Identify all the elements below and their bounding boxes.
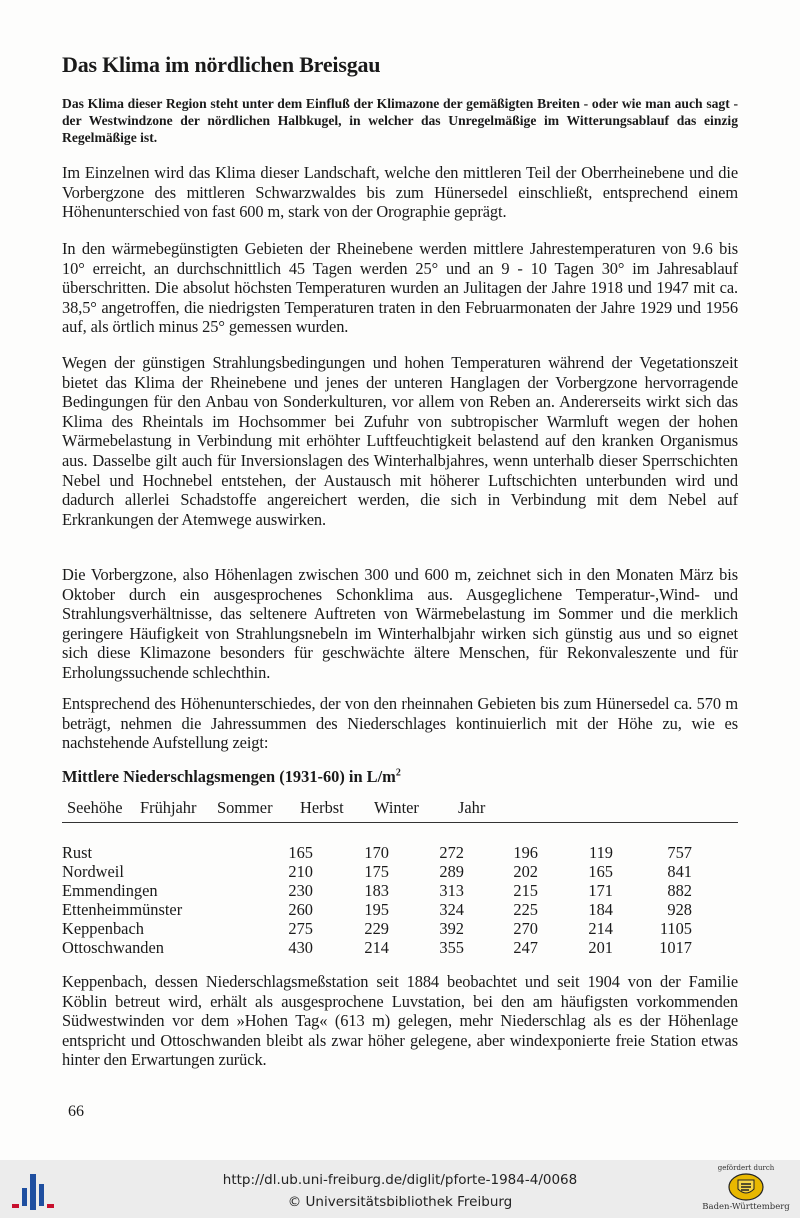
table-cell: 313 <box>439 881 464 900</box>
table-cell: 757 <box>667 843 692 862</box>
permalink-url[interactable]: http://dl.ub.uni-freiburg.de/diglit/pforte-1984-4/0068 <box>222 1172 578 1188</box>
table-row <box>62 862 692 881</box>
table-title <box>62 767 401 787</box>
table-row <box>62 938 692 957</box>
table-cell: 202 <box>513 862 538 881</box>
station-name: Emmendingen <box>62 881 158 900</box>
station-name: Ettenheimmünster <box>62 900 183 919</box>
table-header-cell: Jahr <box>458 798 486 817</box>
sponsor-name: Baden-Württemberg <box>702 1202 790 1212</box>
table-cell: 165 <box>588 862 613 881</box>
table-cell: 184 <box>588 900 613 919</box>
table-cell: 201 <box>588 938 613 957</box>
table-row <box>62 919 692 938</box>
table-header-cell: Seehöhe <box>67 798 123 817</box>
copyright-text: © Universitätsbibliothek Freiburg <box>287 1194 513 1210</box>
table-cell: 355 <box>439 938 464 957</box>
table-cell: 230 <box>288 881 313 900</box>
station-name: Keppenbach <box>62 919 144 938</box>
paragraph-5: Entsprechend des Höhenunterschiedes, der von den rheinnahen Gebieten bis zum Hünersedel ca. 570 m beträgt, nehmen die Jahressummen des Niederschlages kontinuierlich mit der Höhe zu, wie es nachstehende Aufstellung zeigt: <box>62 694 738 753</box>
paragraph-3: Wegen der günstigen Strahlungsbedingungen und hohen Temperaturen während der Vegetationszeit bietet das Klima der Rheinebene und jenes der unteren Hanglagen der Vorbergzone hervorragende Bedingungen für den Anbau von Sonderkulturen, vor allem von Reben an. Andererseits wirkt sich das Klima des Rheintals im Hochsommer bei Zufuhr von subtropischer Warmluft wegen der hohen Wärmebelastung in Verbindung mit erhöhter Luftfeuchtigkeit belastend auf den kranken Organismus aus. Dasselbe gilt auch für Inversionslagen des Winterhalbjahres, wenn unterhalb dieser Sperrschichten Nebel und Hochnebel entstehen, der Austausch mit höherer Luftschichten unterbunden wird und dadurch allerlei Schadstoffe angereichert werden, die sich in Verbindung mit dem Nebel auf Erkrankungen der Atemwege auswirken. <box>62 353 738 529</box>
table-header-cell: Herbst <box>300 798 344 817</box>
footer-bar <box>0 1160 800 1218</box>
table-cell: 928 <box>667 900 692 919</box>
table-cell: 196 <box>513 843 538 862</box>
table-cell: 1017 <box>659 938 692 957</box>
table-cell: 119 <box>589 843 613 862</box>
table-cell: 1105 <box>659 919 692 938</box>
table-cell: 175 <box>364 862 389 881</box>
table-title-text: Mittlere Niederschlagsmengen (1931-60) in L/m <box>62 767 396 786</box>
table-cell: 214 <box>364 938 389 957</box>
article-lead: Das Klima dieser Region steht unter dem Einfluß der Klimazone der gemäßigten Breiten - oder wie man auch sagt - der Westwindzone der nördlichen Halbkugel, in welcher das Unregelmäßige im Witterungsablauf das einzig Regelmäßige ist. <box>62 96 738 145</box>
table-cell: 260 <box>288 900 313 919</box>
table-row <box>62 843 692 862</box>
table-cell: 247 <box>513 938 538 957</box>
table-title-superscript: 2 <box>395 767 401 779</box>
table-cell: 324 <box>439 900 464 919</box>
table-cell: 392 <box>439 919 464 938</box>
table-cell: 882 <box>667 881 692 900</box>
table-cell: 171 <box>588 881 613 900</box>
page-number: 66 <box>68 1103 84 1120</box>
table-cell: 272 <box>439 843 464 862</box>
table-cell: 229 <box>364 919 389 938</box>
table-cell: 289 <box>439 862 464 881</box>
closing-paragraph: Keppenbach, dessen Niederschlagsmeßstation seit 1884 beobachtet und seit 1904 von der Familie Köblin betreut wird, erhält als ausgesprochene Luvstation, bei den am häufigsten vorkommenden Südwestwinden vor dem »Hohen Tag« (613 m) gelegen, mehr Niederschlag als es der Höhenlage entspricht und Ottoschwanden bleibt als zwar höher gelegene, aber windexponierte freie Station etwas hinter den Erwartungen zurück. <box>62 972 738 1070</box>
table-cell: 183 <box>364 881 389 900</box>
table-cell: 225 <box>513 900 538 919</box>
table-cell: 275 <box>288 919 313 938</box>
precipitation-table <box>62 843 692 957</box>
station-name: Ottoschwanden <box>62 938 164 957</box>
table-header-cell: Sommer <box>217 798 273 817</box>
table-header-cell: Frühjahr <box>140 798 197 817</box>
table-cell: 215 <box>513 881 538 900</box>
table-cell: 195 <box>364 900 389 919</box>
table-cell: 170 <box>364 843 389 862</box>
paragraph-2: In den wärmebegünstigten Gebieten der Rheinebene werden mittlere Jahrestemperaturen von 9.6 bis 10° erreicht, an durchschnittlich 45 Tagen werden 25° und an 9 - 10 Tagen 30° im Jahresablauf überschritten. Die absolut höchsten Temperaturen wurden an Julitagen der Jahre 1918 und 1947 mit ca. 38,5° angetroffen, die niedrigsten Temperaturen traten in den Februarmonaten der Jahre 1929 und 1956 auf, als örtlich minus 25° gemessen wurden. <box>62 239 738 337</box>
sponsor-block <box>696 1164 796 1218</box>
sponsor-label: gefördert durch <box>717 1164 775 1172</box>
table-header-row <box>62 798 738 823</box>
table-cell: 430 <box>288 938 313 957</box>
station-name: Nordweil <box>62 862 124 881</box>
table-header-cell: Winter <box>374 798 419 817</box>
baden-wuerttemberg-crest-icon <box>728 1173 764 1201</box>
paragraph-4: Die Vorbergzone, also Höhenlagen zwischen 300 und 600 m, zeichnet sich in den Monaten März bis Oktober durch ein ausgesprochenes Schonklima aus. Ausgeglichene Temperatur-,Wind- und Strahlungsverhältnisse, das seltenere Auftreten von Wärmebelastung im Sommer und die merklich geringere Häufigkeit von Strahlungsnebeln im Winterhalbjahr wirken sich günstig aus und so eignet sich diese Klimazone besonders für geschwächte ältere Menschen, für Rekonvaleszente und für Erholungssuchende schlechthin. <box>62 565 738 682</box>
table-cell: 210 <box>288 862 313 881</box>
article-title: Das Klima im nördlichen Breisgau <box>62 52 381 77</box>
table-row <box>62 881 692 900</box>
station-name: Rust <box>62 843 93 862</box>
table-cell: 270 <box>513 919 538 938</box>
table-cell: 841 <box>667 862 692 881</box>
table-cell: 165 <box>288 843 313 862</box>
table-row <box>62 900 692 919</box>
table-cell: 214 <box>588 919 613 938</box>
paragraph-1: Im Einzelnen wird das Klima dieser Landschaft, welche den mittleren Teil der Oberrheinebene und die Vorbergzone des mittleren Schwarzwaldes bis zum Hünersedel einschließt, entsprechend einem Höhenunterschied von fast 600 m, stark von der Orographie geprägt. <box>62 163 738 222</box>
